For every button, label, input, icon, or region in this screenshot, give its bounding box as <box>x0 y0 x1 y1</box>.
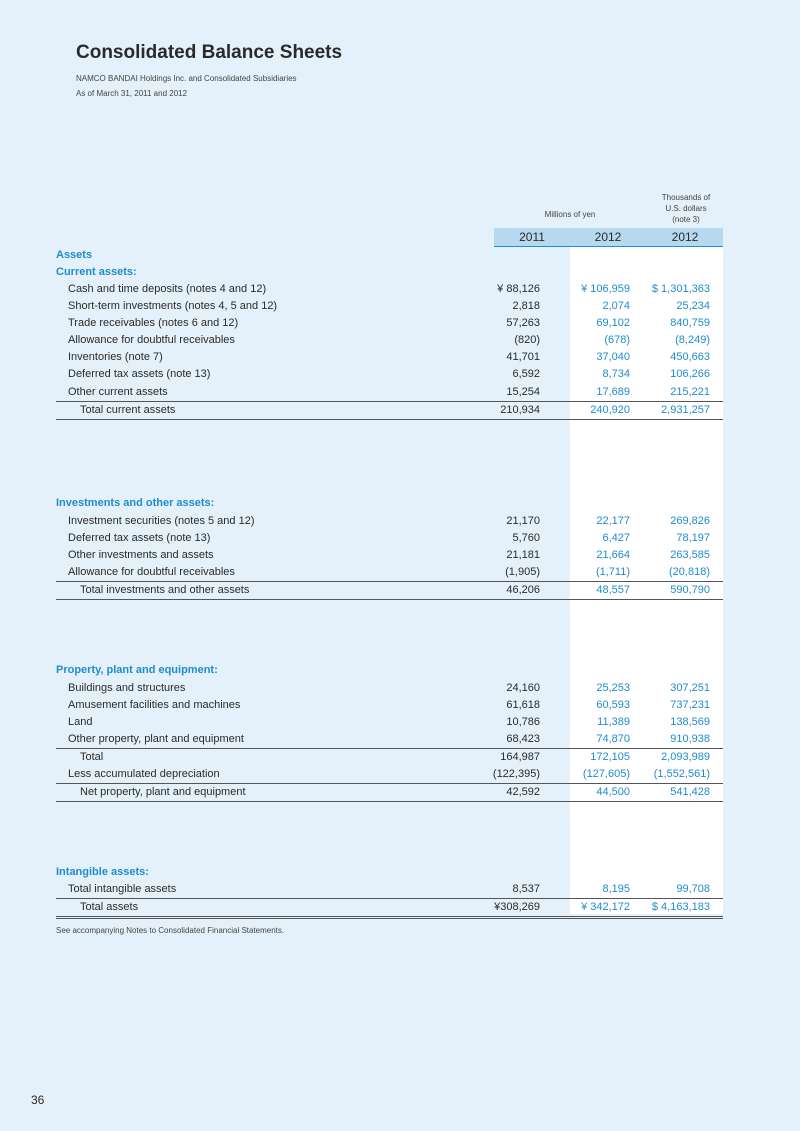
table-row <box>56 564 723 582</box>
table-row <box>56 384 723 402</box>
table-row <box>56 714 723 731</box>
value-2011: 42,592 <box>506 786 540 798</box>
value-2012: (127,605) <box>582 768 630 780</box>
value-2012: 69,102 <box>596 317 630 329</box>
value-2012: 21,664 <box>596 549 630 561</box>
row-label: Other investments and assets <box>68 549 214 561</box>
row-label: Total <box>80 751 104 763</box>
row-label: Cash and time deposits (notes 4 and 12) <box>68 283 267 295</box>
value-usd: $ 1,301,363 <box>651 283 710 295</box>
value-2012: 2,074 <box>602 300 630 312</box>
value-2011: ¥ 88,126 <box>497 283 540 295</box>
total-row <box>56 402 723 420</box>
row-label: Land <box>68 716 93 728</box>
value-usd: 840,759 <box>670 317 710 329</box>
year-2012-yen: 2012 <box>594 230 622 244</box>
row-label: Total intangible assets <box>68 883 177 895</box>
row-label: Inventories (note 7) <box>68 351 163 363</box>
value-usd: 138,569 <box>670 716 710 728</box>
value-usd: 2,093,989 <box>661 751 710 763</box>
value-2011: 15,254 <box>506 386 540 398</box>
value-2012: (678) <box>604 334 630 346</box>
value-2011: 10,786 <box>506 716 540 728</box>
value-2012: 22,177 <box>596 515 630 527</box>
header-thousands-line1: Thousands of <box>661 193 711 202</box>
row-label: Total current assets <box>80 404 176 416</box>
intangible-title: Intangible assets: <box>56 866 149 878</box>
table-row <box>56 349 723 366</box>
value-usd: 737,231 <box>670 699 710 711</box>
table-row <box>56 281 723 298</box>
row-label: Trade receivables (notes 6 and 12) <box>68 317 239 329</box>
row-label: Net property, plant and equipment <box>80 786 246 798</box>
row-label: Deferred tax assets (note 13) <box>68 532 211 544</box>
value-2012: 25,253 <box>596 682 630 694</box>
row-label: Other current assets <box>68 386 168 398</box>
year-2012-usd: 2012 <box>671 230 699 244</box>
row-label: Total assets <box>80 901 139 913</box>
total-row <box>56 784 723 802</box>
value-2011: 46,206 <box>506 584 540 596</box>
current-assets-title: Current assets: <box>56 266 137 278</box>
value-usd: 2,931,257 <box>661 404 710 416</box>
value-usd: (8,249) <box>675 334 710 346</box>
value-2011: 164,987 <box>500 751 540 763</box>
row-label: Investment securities (notes 5 and 12) <box>68 515 255 527</box>
table-row <box>56 315 723 332</box>
page-title: Consolidated Balance Sheets <box>76 42 343 63</box>
value-2012: 8,195 <box>602 883 630 895</box>
value-2012: 74,870 <box>596 733 630 745</box>
value-2012: ¥ 106,959 <box>581 283 630 295</box>
table-row <box>56 766 723 784</box>
investments-title: Investments and other assets: <box>56 497 215 509</box>
total-row <box>56 582 723 600</box>
value-usd: 25,234 <box>676 300 710 312</box>
table-row <box>56 530 723 547</box>
value-2011: 24,160 <box>506 682 540 694</box>
year-2011: 2011 <box>519 230 545 244</box>
value-2012: 44,500 <box>596 786 630 798</box>
value-2011: 210,934 <box>500 404 540 416</box>
value-2012: 60,593 <box>596 699 630 711</box>
table-row <box>56 881 723 899</box>
value-2011: 8,537 <box>512 883 540 895</box>
value-2011: 2,818 <box>512 300 540 312</box>
value-2012: 240,920 <box>590 404 630 416</box>
total-assets-row <box>56 899 723 919</box>
value-2011: 61,618 <box>506 699 540 711</box>
footnote: See accompanying Notes to Consolidated Financial Statements. <box>56 926 285 935</box>
row-label: Other property, plant and equipment <box>68 733 244 745</box>
value-2011: (122,395) <box>492 768 540 780</box>
row-label: Allowance for doubtful receivables <box>68 566 235 578</box>
value-2011: 6,592 <box>512 368 540 380</box>
value-2011: 5,760 <box>512 532 540 544</box>
value-2011: 68,423 <box>506 733 540 745</box>
assets-heading <box>56 247 723 264</box>
investments-heading <box>56 495 723 512</box>
value-2012: 172,105 <box>590 751 630 763</box>
row-label: Total investments and other assets <box>80 584 250 596</box>
table-row <box>56 298 723 315</box>
value-2012: ¥ 342,172 <box>581 901 630 913</box>
value-usd: 99,708 <box>676 883 710 895</box>
value-usd: 269,826 <box>670 515 710 527</box>
table-row <box>56 547 723 564</box>
company-subtitle: NAMCO BANDAI Holdings Inc. and Consolidated Subsidiaries <box>76 74 297 83</box>
intangible-heading <box>56 864 723 881</box>
value-usd: (1,552,561) <box>653 768 710 780</box>
current-assets-heading <box>56 264 723 281</box>
value-usd: 307,251 <box>670 682 710 694</box>
row-label: Short-term investments (notes 4, 5 and 12) <box>68 300 278 312</box>
value-2012: 17,689 <box>596 386 630 398</box>
table-row <box>56 332 723 349</box>
value-usd: 450,663 <box>670 351 710 363</box>
row-label: Less accumulated depreciation <box>68 768 220 780</box>
page-number: 36 <box>31 1093 45 1107</box>
row-label: Deferred tax assets (note 13) <box>68 368 211 380</box>
value-usd: 590,790 <box>670 584 710 596</box>
ppe-title: Property, plant and equipment: <box>56 664 218 676</box>
value-usd: 910,938 <box>670 733 710 745</box>
value-2011: 21,170 <box>506 515 540 527</box>
header-thousands-line2: U.S. dollars <box>665 204 707 213</box>
value-2012: 37,040 <box>596 351 630 363</box>
value-2012: 8,734 <box>602 368 630 380</box>
table-row <box>56 513 723 530</box>
table-row <box>56 731 723 749</box>
value-2011: 57,263 <box>506 317 540 329</box>
year-header-bar <box>494 228 723 247</box>
value-usd: 541,428 <box>670 786 710 798</box>
value-2011: 21,181 <box>506 549 540 561</box>
value-2011: ¥308,269 <box>494 901 540 913</box>
table-row <box>56 680 723 697</box>
value-usd: 106,266 <box>670 368 710 380</box>
row-label: Amusement facilities and machines <box>68 699 241 711</box>
ppe-heading <box>56 662 723 679</box>
value-usd: (20,818) <box>669 566 710 578</box>
header-thousands-line3: (note 3) <box>672 215 700 224</box>
value-usd: 263,585 <box>670 549 710 561</box>
value-usd: 78,197 <box>676 532 710 544</box>
value-2012: 6,427 <box>602 532 630 544</box>
total-row <box>56 749 723 766</box>
row-label: Buildings and structures <box>68 682 186 694</box>
value-2011: 41,701 <box>506 351 540 363</box>
date-subtitle: As of March 31, 2011 and 2012 <box>76 89 188 98</box>
value-2011: (820) <box>514 334 540 346</box>
row-label: Allowance for doubtful receivables <box>68 334 235 346</box>
assets-label: Assets <box>56 249 93 261</box>
value-2012: (1,711) <box>595 566 630 578</box>
value-usd: $ 4,163,183 <box>651 901 710 913</box>
value-2012: 48,557 <box>596 584 630 596</box>
header-millions-of-yen: Millions of yen <box>544 210 596 219</box>
table-row <box>56 366 723 383</box>
value-2012: 11,389 <box>597 716 630 728</box>
value-2011: (1,905) <box>505 566 540 578</box>
value-usd: 215,221 <box>670 386 710 398</box>
table-row <box>56 697 723 714</box>
header-thousands-usd <box>650 192 722 225</box>
